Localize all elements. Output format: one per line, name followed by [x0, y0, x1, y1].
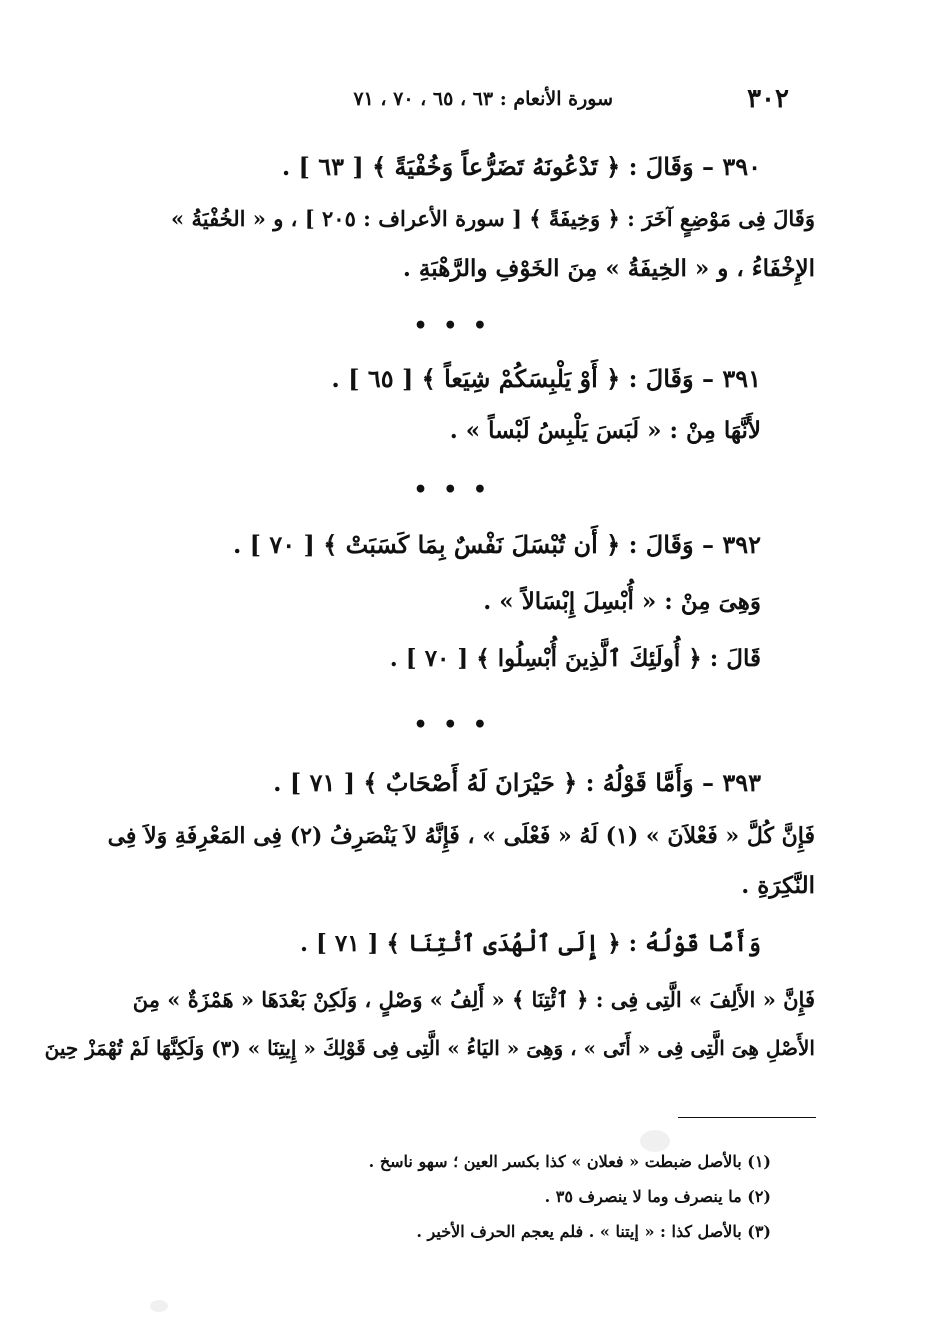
section-separator: • • •: [413, 313, 491, 339]
scan-smudge: [150, 1300, 168, 1312]
entry-393-line-4: فَإِنَّ « الأَلِفَ » الَّتِى فِى : ﴿ ٱئْتِنَا ﴾ « أَلِفُ » وَصْلٍ ، وَلَكِنْ بَعْدَهَا « هَمْزَةٌ » مِنَ: [132, 987, 815, 1012]
entry-393-line-3: وَأَمَّا قَوْلُهُ : ﴿ إِلَى ٱلْهُدَى ٱئْتِنَا ﴾ [ ٧١ ] .: [299, 930, 761, 957]
page-number: ٣٠٢: [747, 84, 789, 114]
running-header-title: سورة الأنعام : ٦٣ ، ٦٥ ، ٧٠ ، ٧١: [353, 88, 613, 110]
footnote-rule: [678, 1117, 816, 1118]
footnote-1: (١) بالأصل ضبطت « فعلان » كذا بكسر العين ؛ سهو ناسخ .: [368, 1152, 771, 1171]
entry-390-heading: ٣٩٠ – وَقَالَ : ﴿ تَدْعُونَهُ تَضَرُّعاً وَخُفْيَةً ﴾ [ ٦٣ ] .: [281, 152, 761, 181]
entry-390-line-2: الإِخْفَاءُ ، و « الخِيفَةُ » مِنَ الخَوْفِ والرَّهْبَةِ .: [402, 255, 815, 282]
entry-391-line-1: لأَنَّهَا مِنْ : « لَبَسَ يَلْبِسُ لَبْساً » .: [449, 417, 761, 444]
entry-390-line-1: وَقَالَ فِى مَوْضِعٍ آخَرَ : ﴿ وَخِيفَةً ﴾ [ سورة الأعراف : ٢٠٥ ] ، و « الخُفْيَةُ »: [171, 206, 815, 231]
entry-392-line-1: وَهِىَ مِنْ : « أُبْسِلَ إِبْسَالاً » .: [483, 588, 761, 615]
entry-393-line-5: الأَصْلِ هِىَ الَّتِى فِى « أَتَى » ، وَهِىَ « اليَاءُ » الَّتِى فِى قَوْلِكَ « إِيتِنَا » (٣) وَلَكِنَّهَا لَمْ تُهْمَزْ حِينَ: [44, 1036, 815, 1060]
footnote-3: (٣) بالأصل كذا : « إيتنا » . فلم يعجم الحرف الأخير .: [416, 1222, 771, 1241]
section-separator: • • •: [413, 477, 491, 503]
entry-391-heading: ٣٩١ – وَقَالَ : ﴿ أَوْ يَلْبِسَكُمْ شِيَعاً ﴾ [ ٦٥ ] .: [331, 364, 761, 393]
scan-smudge: [640, 1130, 670, 1152]
footnote-2: (٢) ما ينصرف وما لا ينصرف ٣٥ .: [544, 1187, 771, 1206]
entry-393-line-2: النَّكِرَةِ .: [741, 872, 815, 899]
entry-392-heading: ٣٩٢ – وَقَالَ : ﴿ أَن تُبْسَلَ نَفْسٌ بِمَا كَسَبَتْ ﴾ [ ٧٠ ] .: [232, 530, 761, 559]
entry-392-line-2: قَالَ : ﴿ أُولَئِكَ ٱلَّذِينَ أُبْسِلُوا ﴾ [ ٧٠ ] .: [389, 645, 761, 672]
entry-393-heading: ٣٩٣ – وَأَمَّا قَوْلُهُ : ﴿ حَيْرَانَ لَهُ أَصْحَابٌ ﴾ [ ٧١ ] .: [273, 768, 761, 797]
section-separator: • • •: [413, 712, 491, 738]
entry-393-line-1: فَإِنَّ كُلَّ « فَعْلاَنَ » (١) لَهُ « فَعْلَى » ، فَإِنَّهُ لاَ يَنْصَرِفُ (٢) فِى المَعْرِفَةِ وَلاَ فِى: [107, 823, 815, 849]
